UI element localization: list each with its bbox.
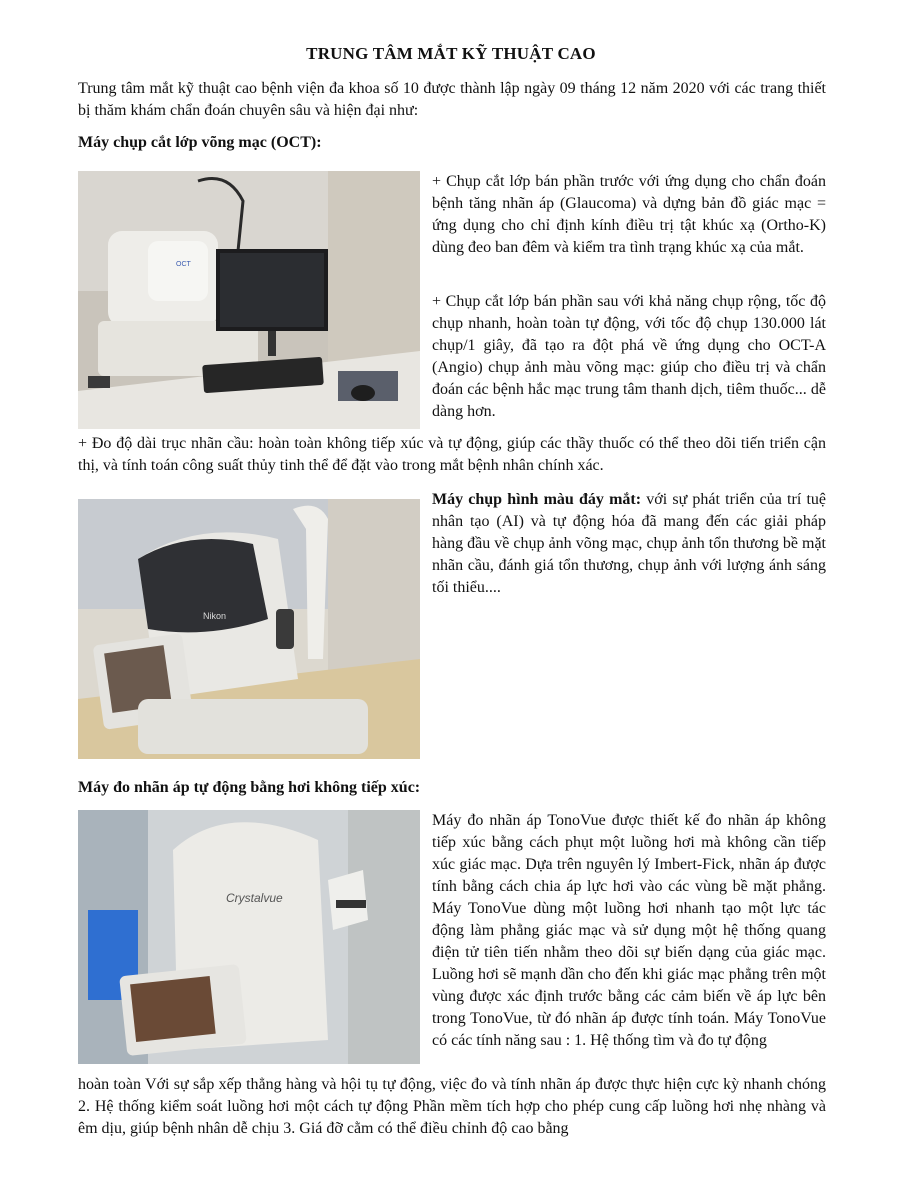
document-title: TRUNG TÂM MẮT KỸ THUẬT CAO [306, 44, 596, 63]
axial-length-paragraph: + Đo độ dài trục nhãn cầu: hoàn toàn không tiếp xúc và tự động, giúp các thầy thuốc có thể theo dõi tiến triển cận thị, và tính toán công suất thủy tinh thể để đặt vào trong mắt bệnh nhân chính xác. [78, 435, 826, 474]
fundus-text: với sự phát triển của trí tuệ nhân tạo (AI) và tự động hóa đã mang đến các giải pháp hàng đầu về chụp ảnh võng mạc, chụp ảnh tổn thương bề mặt nhãn cầu, đánh giá tổn thương, chụp ảnh với lượng ánh sáng tối thiểu.... [432, 491, 827, 596]
oct-anterior-paragraph: + Chụp cắt lớp bán phần trước với ứng dụng cho chẩn đoán bệnh tăng nhãn áp (Glaucoma) và dựng bản đồ giác mạc = ứng dụng cho chỉ định kính điều trị tật khúc xạ (Ortho-K) dùng đeo ban đêm và kiểm tra tình trạng khúc xạ của mắt. [432, 173, 826, 256]
oct-posterior-paragraph: + Chụp cắt lớp bán phần sau với khả năng chụp rộng, tốc độ chụp nhanh, hoàn toàn tự động, với tốc độ chụp 130.000 lát chụp/1 giây, đã tạo ra đột phá về ứng dụng cho OCT-A (Angio) chụp ảnh màu võng mạc: giúp cho điều trị và chẩn đoán các bệnh hắc mạc trung tâm thanh dịch, tiêm thuốc... dễ dàng hơn. [432, 293, 826, 420]
fundus-heading: Máy chụp hình màu đáy mắt: [432, 491, 642, 508]
oct-heading: Máy chụp cắt lớp võng mạc (OCT): [78, 134, 322, 151]
tonometer-photo [78, 810, 420, 1064]
oct-device-label: OCT [176, 261, 191, 268]
tonometer-paragraph: Máy đo nhãn áp TonoVue được thiết kế đo nhãn áp không tiếp xúc bằng cách phụt một luồng hơi mà không cần tiếp xúc giác mạc. Dựa trên nguyên lý Imbert-Fick, nhãn áp được tính bằng cách chia áp lực hơi vào các vùng bề mặt phẳng. Máy TonoVue dùng một luồng hơi nhanh tạo một lực tác động làm phẳng giác mạc và sử dụng một hệ thống quang điện tử tiên tiến nhằm theo dõi sự biến dạng của giác mạc. Luồng hơi sẽ mạnh dần cho đến khi giác mạc phẳng trên một vùng được xác định trước bằng các cảm biến về áp lực bên trong TonoVue, từ đó nhãn áp được tính toán. Máy TonoVue có các tính năng sau : 1. Hệ thống tìm và đo tự động [432, 812, 826, 1049]
intro-paragraph: Trung tâm mắt kỹ thuật cao bệnh viện đa khoa số 10 được thành lập ngày 09 tháng 12 năm 2020 với các trang thiết bị thăm khám chẩn đoán chuyên sâu và hiện đại như: [78, 80, 826, 119]
fundus-brand-label: Nikon [203, 611, 227, 621]
oct-machine-photo [78, 171, 420, 429]
fundus-camera-photo [78, 499, 420, 759]
tonometer-brand-label: Crystalvue [226, 891, 283, 905]
tonometer-continued-paragraph: hoàn toàn Với sự sắp xếp thẳng hàng và hội tụ tự động, việc đo và tính nhãn áp được thực hiện cực kỳ nhanh chóng 2. Hệ thống kiểm soát luồng hơi một cách tự động Phần mềm tích hợp cho phép cung cấp luồng hơi nhẹ nhàng và êm dịu, giúp bệnh nhân dễ chịu 3. Giá đỡ cằm có thể điều chỉnh độ cao bằng [78, 1076, 826, 1137]
fundus-paragraph [432, 489, 826, 599]
tonometer-heading: Máy đo nhãn áp tự động bằng hơi không tiếp xúc: [78, 779, 421, 796]
